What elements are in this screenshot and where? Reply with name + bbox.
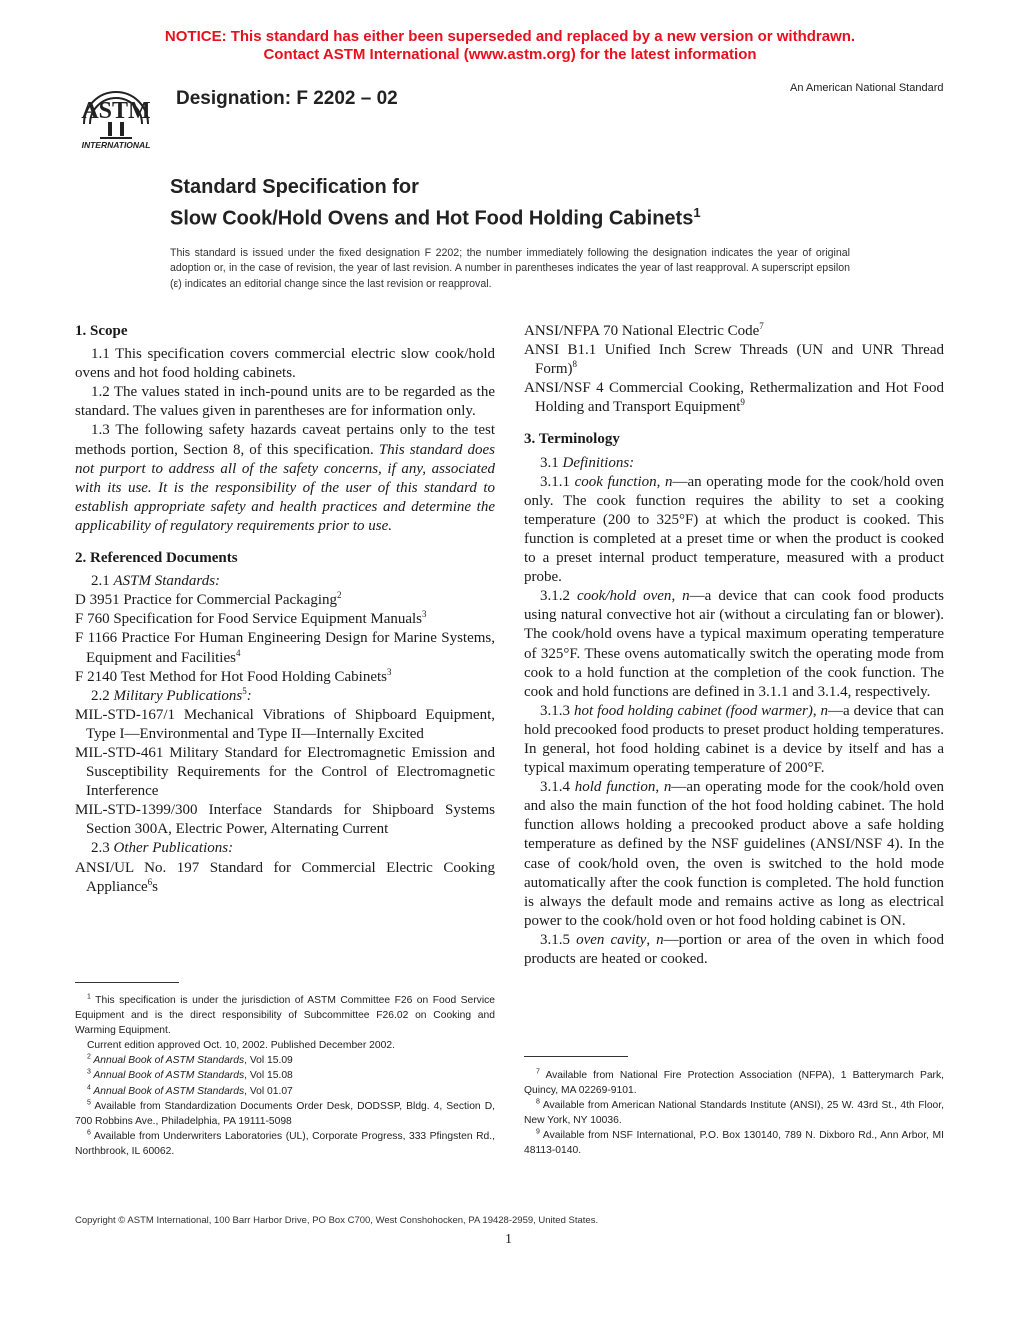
definition-number: 3.1.5 <box>540 931 577 948</box>
safety-caveat: This standard does not purport to address all of the safety concerns, if any, associated with its use. It is the responsibility of the user of this standard to establish appropriate safety and health practices and determine the applicability of regulatory requirements prior to use. <box>75 441 495 534</box>
section-label-colon: : <box>246 687 252 704</box>
definition <box>524 931 944 969</box>
term-separator: , <box>812 702 821 719</box>
footnote-4 <box>75 1084 495 1099</box>
definition-text: —a device that can cook food products using natural convective hot air (without a circulating fan or blower). The cook/hold ovens have a typical maximum operating temperature of 325°F. These ovens automatically switch the operating mode from cook to a hold function at the completion of the cook function. The cook and hold functions are defined in 3.1.1 and 3.1.4, respectively. <box>524 588 944 700</box>
left-column <box>75 322 495 897</box>
definitions-label <box>524 454 944 473</box>
supersede-notice <box>0 28 1020 64</box>
title-line-2 <box>170 200 701 232</box>
footnote-text: Available from American National Standards Institute (ANSI), 25 W. 43rd St., 4th Floor, New York, NY 10036. <box>524 1100 944 1127</box>
footnote-text: , Vol 15.08 <box>244 1070 293 1082</box>
section-number: 2.3 <box>91 840 114 857</box>
definition <box>524 587 944 702</box>
footnote-ref: 5 <box>242 685 247 696</box>
definition-term: cook function <box>574 473 657 490</box>
title-main: Slow Cook/Hold Ovens and Hot Food Holding Cabinets <box>170 207 694 230</box>
footnote-6 <box>75 1129 495 1159</box>
other-publications-label <box>75 839 495 858</box>
footnote-5 <box>75 1099 495 1129</box>
definition-text: —an operating mode for the cook/hold oven only. The cook function requires the ability to set a cooking temperature (200 to 325°F) at which the product is cooked. This function is completed at a preset time or when the product is cooked to a preset internal product temperature, measured with a product probe. <box>524 473 945 586</box>
ref-item: MIL-STD-1399/300 Interface Standards for Shipboard Systems Section 300A, Electric Power, Alternating Current <box>75 802 495 838</box>
ref-text: D 3951 Practice for Commercial Packaging <box>75 592 338 609</box>
notice-line-1: NOTICE: This standard has either been superseded and replaced by a new version or withdrawn. <box>164 28 856 45</box>
footnote-number: 9 <box>536 1128 540 1136</box>
footnote-ref: 3 <box>387 666 392 677</box>
ref-item: MIL-STD-461 Military Standard for Electromagnetic Emission and Susceptibility Requirements for the Control of Electromagnetic Interference <box>75 744 495 800</box>
ref-item <box>524 322 944 341</box>
footnote-9 <box>524 1128 944 1158</box>
definition-text: —an operating mode for the cook/hold oven and also the main function of the hot food holding cabinet. The hold function allows holding a precooked product above a safe holding temperature as defined by the NSF guidelines (ANSI/NSF 4). In the case of cook/hold oven, the oven is switched to the hold mode automatically after the cook function is completed. The hold function is always the default mode and remains active as long as electrical power to the cook/hold oven or hot food holding cabinet is ON. <box>524 779 945 929</box>
footnote-number: 7 <box>536 1068 540 1076</box>
footnote-text: Available from National Fire Protection Association (NFPA), 1 Batterymarch Park, Quincy, MA 02269-9101. <box>524 1070 944 1097</box>
ref-item <box>524 379 944 417</box>
ref-item <box>524 341 944 379</box>
definition-number: 3.1.3 <box>540 702 574 719</box>
section-number: 3.1 <box>540 454 563 471</box>
section-number: 2.1 <box>91 573 114 590</box>
definition-term: oven cavity <box>576 931 647 948</box>
footnote-title: Annual Book of ASTM Standards <box>90 1085 245 1097</box>
footnotes-right <box>524 1068 944 1159</box>
definition-number: 3.1.1 <box>540 473 575 490</box>
issued-note: This standard is issued under the fixed designation F 2202; the number immediately following the designation indicates the year of original adoption or, in the case of revision, the year of last revision. A number in parentheses indicates the year of last reapproval. A superscript epsilon (ε) indicates an editorial change since the last revision or reapproval. <box>170 247 850 290</box>
document-title <box>170 174 701 232</box>
title-footnote-ref: 1 <box>693 205 701 220</box>
ref-text: F 2140 Test Method for Hot Food Holding Cabinets <box>75 668 388 685</box>
footnote-ref: 9 <box>740 397 745 408</box>
scope-1-1: 1.1 This specification covers commercial electric slow cook/hold ovens and hot food holding cabinets. <box>75 346 495 382</box>
section-label: Definitions: <box>562 454 635 471</box>
logo-text: ASTM <box>81 98 151 124</box>
ref-text: ANSI/NFPA 70 National Electric Code <box>524 323 760 339</box>
right-column <box>524 322 944 969</box>
definition-number: 3.1.4 <box>540 779 575 796</box>
definition-text: —portion or area of the oven in which food products are heated or cooked. <box>524 931 944 967</box>
ref-text: ANSI B1.1 Unified Inch Screw Threads (UN and UNR Thread Form) <box>524 342 944 378</box>
ref-text: F 760 Specification for Food Service Equipment Manuals <box>75 611 423 628</box>
footnote-2 <box>75 1053 495 1068</box>
footnote-text: Available from NSF International, P.O. Box 130140, 789 N. Dixboro Rd., Ann Arbor, MI 48113-0140. <box>524 1130 944 1157</box>
section-label: Other Publications: <box>113 840 234 857</box>
notice-line-2: Contact ASTM International (www.astm.org) for the latest information <box>263 46 757 63</box>
ref-item <box>75 610 495 629</box>
page-number: 1 <box>505 1232 512 1247</box>
footnote-ref: 8 <box>572 359 577 370</box>
national-standard-label: An American National Standard <box>790 82 944 94</box>
ref-text: ANSI/UL No. 197 Standard for Commercial Electric Cooking Appliance <box>75 859 495 895</box>
refdocs-heading: 2. Referenced Documents <box>75 550 238 567</box>
designation: Designation: F 2202 – 02 <box>176 88 398 109</box>
definition-term: hot food holding cabinet (food warmer) <box>573 702 813 719</box>
footnote-text: , Vol 01.07 <box>244 1085 293 1097</box>
definition-term: hold function <box>574 779 656 796</box>
footnote-ref: 2 <box>337 590 342 601</box>
ref-text-tail: s <box>152 878 158 895</box>
section-label: ASTM Standards: <box>113 573 221 590</box>
section-number: 2.2 <box>91 687 114 704</box>
title-line-1: Standard Specification for <box>170 176 419 198</box>
term-separator: , <box>671 588 683 605</box>
definition-number: 3.1.2 <box>540 588 577 605</box>
definition-text: —a device that can hold precooked food products to preset product holding temperatures. In general, hot food holding cabinet is a device by itself and has a typical maximum operating temperature of 200°F. <box>524 702 944 777</box>
term-separator: , <box>656 473 665 490</box>
astm-standards-label <box>75 572 495 591</box>
footnote-7 <box>524 1068 944 1098</box>
footnotes-left <box>75 993 495 1159</box>
footnote-number: 1 <box>87 993 91 1001</box>
section-label: Military Publications <box>113 687 243 704</box>
ref-item <box>75 629 495 667</box>
scope-1-3 <box>75 421 495 536</box>
noun-marker: n <box>820 702 829 719</box>
ref-text: ANSI/NSF 4 Commercial Cooking, Rethermalization and Hot Food Holding and Transport Equipment <box>524 380 944 416</box>
footnote-rule <box>75 982 179 983</box>
definition <box>524 778 944 931</box>
term-separator: , <box>646 931 657 948</box>
noun-marker: n <box>682 588 690 605</box>
footnote-rule <box>524 1056 628 1057</box>
footnote-ref: 6 <box>147 876 153 887</box>
terminology-heading: 3. Terminology <box>524 431 620 448</box>
scope-1-2: 1.2 The values stated in inch-pound units are to be regarded as the standard. The values given in parentheses are for information only. <box>75 384 495 420</box>
ref-item <box>75 859 495 897</box>
astm-logo <box>70 72 162 152</box>
footnote-text: , Vol 15.09 <box>244 1055 293 1067</box>
footnote-3 <box>75 1068 495 1083</box>
noun-marker: n <box>663 779 672 796</box>
definition <box>524 473 944 588</box>
noun-marker: n <box>664 473 673 490</box>
footnote-ref: 3 <box>422 609 427 620</box>
definition <box>524 702 944 778</box>
noun-marker: n <box>656 931 664 948</box>
footnote-1-edition: Current edition approved Oct. 10, 2002. Published December 2002. <box>87 1040 395 1052</box>
footnote-1 <box>75 993 495 1038</box>
ref-item <box>75 591 495 610</box>
footnote-title: Annual Book of ASTM Standards <box>90 1070 245 1082</box>
footnote-text: This specification is under the jurisdiction of ASTM Committee F26 on Food Service Equipment and is the direct responsibility of Subcommittee F26.02 on Cooking and Warming Equipment. <box>75 995 495 1037</box>
footnote-ref: 7 <box>759 321 764 331</box>
scope-1-3-text: 1.3 The following safety hazards caveat pertains only to the test methods portion, Section 8, of this specification. <box>75 422 495 458</box>
ref-item: MIL-STD-167/1 Mechanical Vibrations of Shipboard Equipment, Type I—Environmental and Type II—Internally Excited <box>75 706 495 742</box>
footnote-title: Annual Book of ASTM Standards <box>90 1055 245 1067</box>
footnote-text: Available from Standardization Documents Order Desk, DODSSP, Bldg. 4, Section D, 700 Robbins Ave., Philadelphia, PA 19111-5098 <box>75 1100 495 1127</box>
definition-term: cook/hold oven <box>576 588 672 605</box>
logo-subtext: INTERNATIONAL <box>81 140 151 150</box>
footnote-ref: 4 <box>235 647 241 658</box>
footnote-8 <box>524 1098 944 1128</box>
term-separator: , <box>655 779 664 796</box>
scope-heading: 1. Scope <box>75 323 128 339</box>
footnote-number: 3 <box>87 1069 91 1077</box>
copyright-line: Copyright © ASTM International, 100 Barr Harbor Drive, PO Box C700, West Conshohocken, PA 19428-2959, United States. <box>75 1215 599 1226</box>
footnote-number: 2 <box>87 1053 91 1061</box>
military-publications-label <box>75 687 495 706</box>
footnote-number: 4 <box>87 1084 91 1092</box>
footnote-number: 5 <box>87 1099 91 1107</box>
footnote-number: 6 <box>87 1129 91 1137</box>
ref-text: F 1166 Practice For Human Engineering Design for Marine Systems, Equipment and Facilities <box>75 630 495 666</box>
footnote-text: Available from Underwriters Laboratories (UL), Corporate Progress, 333 Pfingsten Rd., Northbrook, IL 60062. <box>75 1130 495 1157</box>
footnote-number: 8 <box>536 1098 540 1106</box>
ref-item <box>75 668 495 687</box>
